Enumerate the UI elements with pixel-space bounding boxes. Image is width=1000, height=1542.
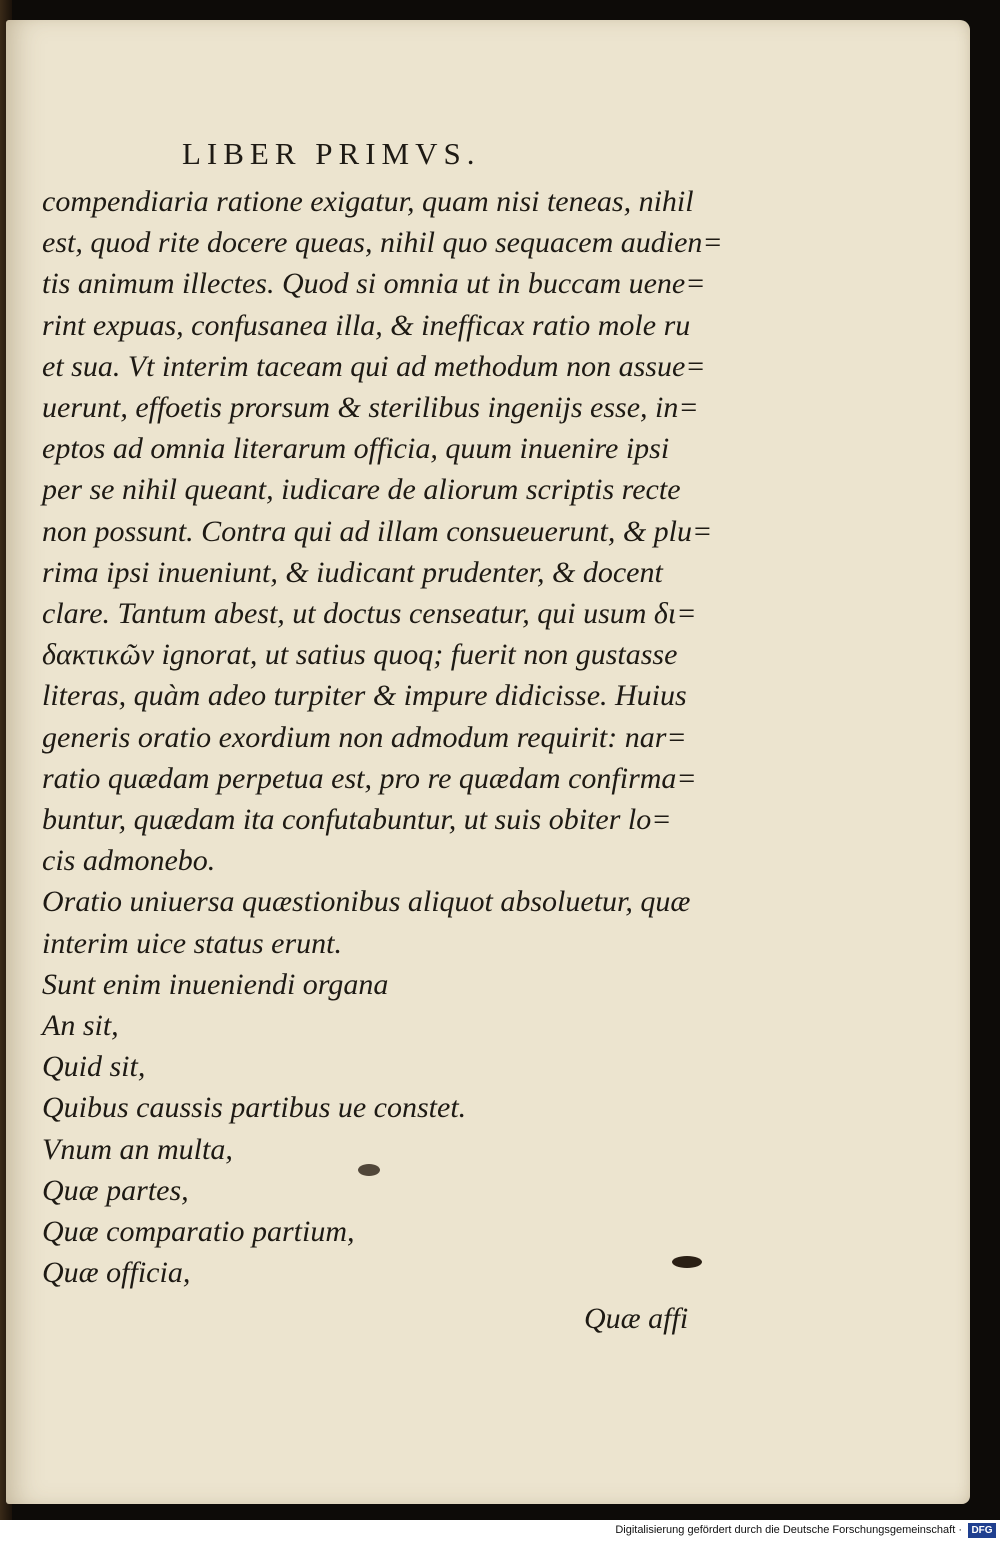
text-line: Quid sit,: [42, 1050, 146, 1084]
text-line: rima ipsi inueniunt, & iudicant prudenter, & docent: [42, 555, 663, 589]
text-line: rint expuas, confusanea illa, & inefficax ratio mole ru: [42, 308, 691, 342]
text-line: clare. Tantum abest, ut doctus censeatur, qui usum δι=: [42, 597, 697, 631]
book-page: [6, 20, 970, 1504]
text-line: ratio quædam perpetua est, pro re quædam confirma=: [42, 761, 697, 795]
text-line: Sunt enim inueniendi organa: [42, 967, 389, 1001]
text-line: Quibus caussis partibus ue constet.: [42, 1091, 467, 1125]
text-line: interim uice status erunt.: [42, 926, 342, 960]
text-line: An sit,: [42, 1009, 119, 1043]
text-line: cis admonebo.: [42, 844, 216, 878]
text-line: compendiaria ratione exigatur, quam nisi teneas, nihil: [42, 185, 694, 218]
text-line: non possunt. Contra qui ad illam consueuerunt, & plu=: [42, 514, 713, 548]
text-line: Oratio uniuersa quæstionibus aliquot absoluetur, quæ: [42, 885, 691, 919]
text-line: literas, quàm adeo turpiter & impure didicisse. Huius: [42, 679, 687, 713]
text-line: buntur, quædam ita confutabuntur, ut suis obiter lo=: [42, 803, 672, 837]
body-text: [42, 181, 732, 1293]
ink-stain: [672, 1256, 702, 1268]
text-line: Quæ officia,: [42, 1256, 191, 1290]
text-line: eptos ad omnia literarum officia, quum inuenire ipsi: [42, 432, 670, 466]
text-line: generis oratio exordium non admodum requirit: nar=: [42, 720, 687, 754]
running-head: LIBER PRIMVS.: [182, 136, 481, 171]
text-line: est, quod rite docere queas, nihil quo sequacem audien=: [42, 226, 723, 260]
ink-stain: [358, 1164, 380, 1176]
text-line: Quæ comparatio partium,: [42, 1215, 355, 1249]
text-line: et sua. Vt interim taceam qui ad methodum non assue=: [42, 349, 706, 383]
text-line: per se nihil queant, iudicare de aliorum scriptis recte: [42, 473, 681, 507]
dfg-logo: DFG: [968, 1523, 996, 1538]
digitization-footer: [0, 1520, 1000, 1542]
text-line: Quæ partes,: [42, 1173, 189, 1207]
text-line: Vnum an multa,: [42, 1132, 233, 1166]
catchword: Quæ affi: [584, 1302, 689, 1335]
text-line: δακτικῶν ignorat, ut satius quoq; fuerit non gustasse: [42, 638, 678, 672]
text-line: tis animum illectes. Quod si omnia ut in buccam uene=: [42, 267, 706, 301]
funding-credit: Digitalisierung gefördert durch die Deutsche Forschungsgemeinschaft ·: [615, 1524, 962, 1536]
text-line: uerunt, effoetis prorsum & sterilibus ingenijs esse, in=: [42, 391, 699, 425]
